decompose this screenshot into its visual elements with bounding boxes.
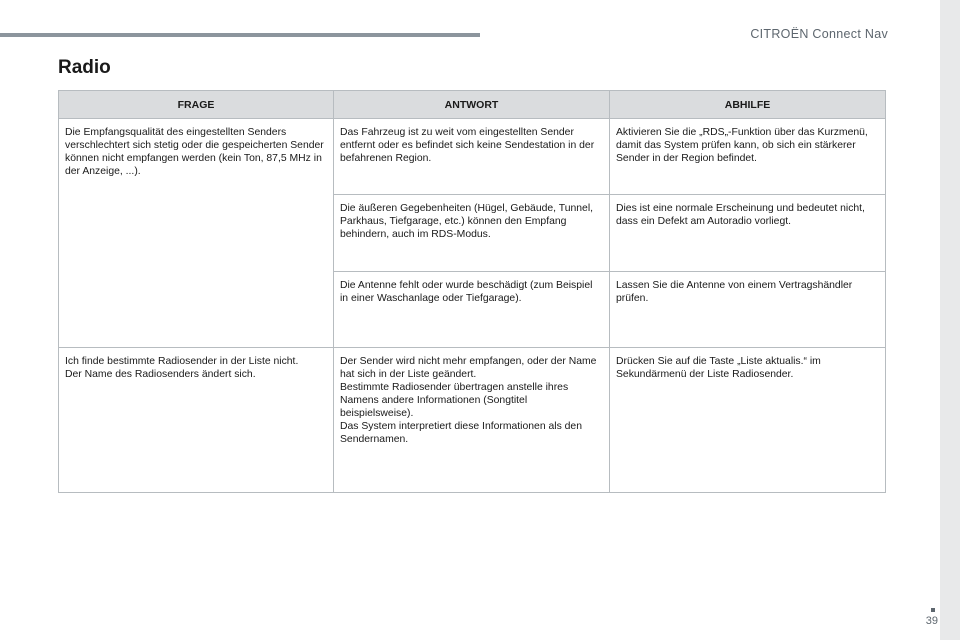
page-marker-dot — [931, 608, 935, 612]
table-row — [59, 119, 886, 195]
column-header-question: FRAGE — [59, 91, 334, 119]
header-bar — [0, 33, 480, 37]
remedy-cell: Dies ist eine normale Erscheinung und bedeutet nicht, dass ein Defekt am Autoradio vorliegt. — [610, 195, 886, 272]
remedy-cell: Aktivieren Sie die „RDS„-Funktion über das Kurzmenü, damit das System prüfen kann, ob sich ein stärkerer Sender in der Region befindet. — [610, 119, 886, 195]
answer-cell: Die Antenne fehlt oder wurde beschädigt (zum Beispiel in einer Waschanlage oder Tiefgarage). — [334, 272, 610, 348]
answer-cell: Die äußeren Gegebenheiten (Hügel, Gebäude, Tunnel, Parkhaus, Tiefgarage, etc.) können den Empfang behindern, auch im RDS-Modus. — [334, 195, 610, 272]
side-margin-strip — [940, 0, 960, 640]
answer-cell: Der Sender wird nicht mehr empfangen, oder der Name hat sich in der Liste geändert. Bestimmte Radiosender übertragen anstelle ihres Namens andere Informationen (Songtitel beispielsweise). Das System interpretiert diese Informationen als den Sendernamen. — [334, 348, 610, 493]
brand-label: CITROËN Connect Nav — [750, 27, 888, 41]
question-cell: Die Empfangsqualität des eingestellten Senders verschlechtert sich stetig oder die gespeicherten Sender können nicht empfangen werden (kein Ton, 87,5 MHz in der Anzeige, ...). — [59, 119, 334, 348]
troubleshooting-table — [58, 90, 886, 493]
remedy-cell: Drücken Sie auf die Taste „Liste aktualis.“ im Sekundärmenü der Liste Radiosender. — [610, 348, 886, 493]
table-row — [59, 348, 886, 493]
answer-cell: Das Fahrzeug ist zu weit vom eingestellten Sender entfernt oder es befindet sich keine Sendestation in der befahrenen Region. — [334, 119, 610, 195]
remedy-cell: Lassen Sie die Antenne von einem Vertragshändler prüfen. — [610, 272, 886, 348]
table-header-row — [59, 91, 886, 119]
page-number: 39 — [925, 615, 938, 627]
page-title: Radio — [58, 57, 111, 78]
question-cell: Ich finde bestimmte Radiosender in der Liste nicht. Der Name des Radiosenders ändert sich. — [59, 348, 334, 493]
column-header-remedy: ABHILFE — [610, 91, 886, 119]
column-header-answer: ANTWORT — [334, 91, 610, 119]
